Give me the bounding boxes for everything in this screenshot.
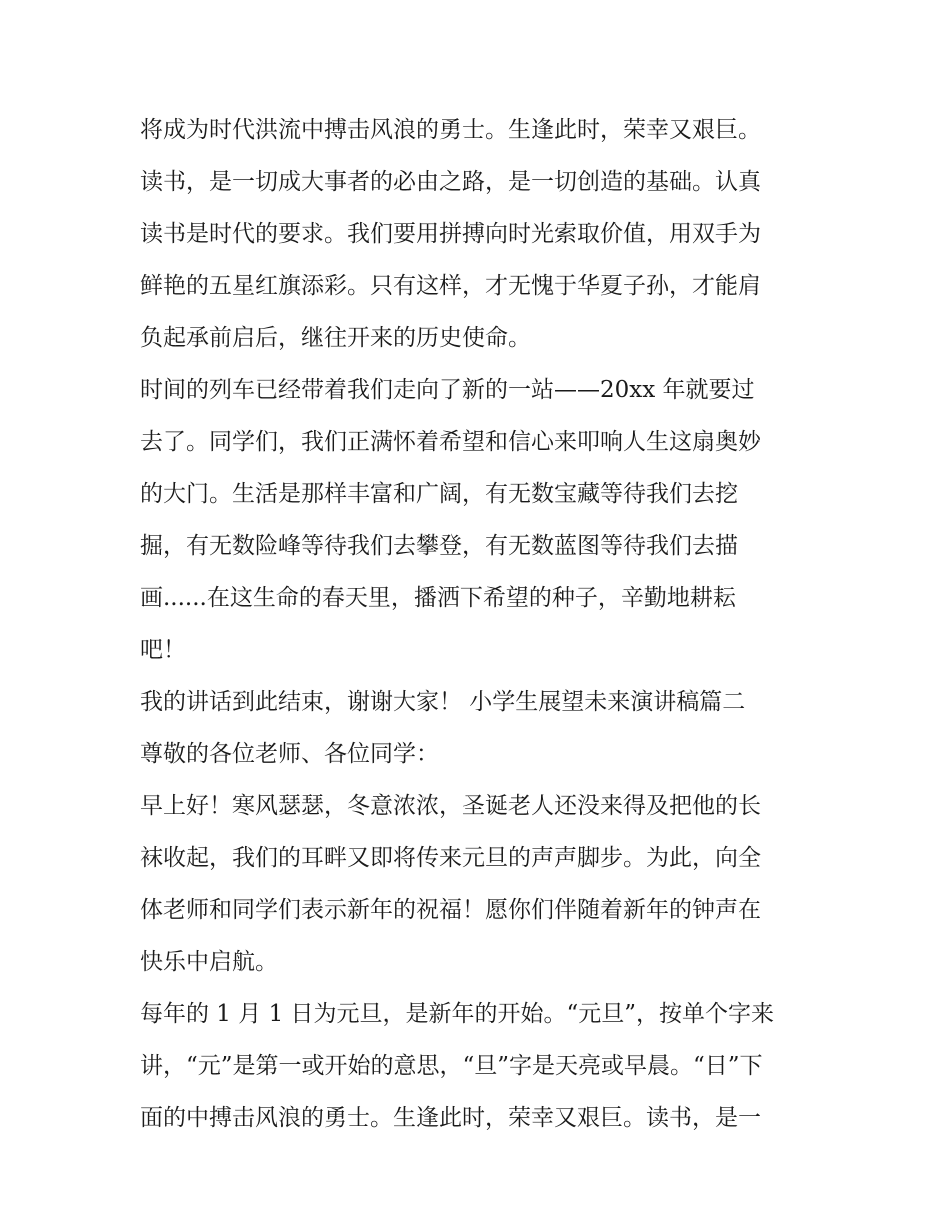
text-line: 每年的 1 月 1 日为元旦，是新年的开始。“元旦”，按单个字来 [140, 1001, 775, 1027]
text-line: 尊敬的各位老师、各位同学： [140, 741, 439, 767]
text-line: 去了。同学们，我们正满怀着希望和信心来叩响人生这扇奥妙 [140, 429, 761, 455]
text-line: 吧！ [140, 637, 186, 663]
text-line: 体老师和同学们表示新年的祝福！愿你们伴随着新年的钟声在 [140, 897, 761, 923]
text-line: 的大门。生活是那样丰富和广阔，有无数宝藏等待我们去挖 [140, 481, 738, 507]
text-line: 读书，是一切成大事者的必由之路，是一切创造的基础。认真 [140, 169, 761, 195]
text-line: 面的中搏击风浪的勇士。生逢此时，荣幸又艰巨。读书，是一 [140, 1105, 761, 1131]
text-line: 负起承前启后，继往开来的历史使命。 [140, 325, 531, 351]
text-line: 时间的列车已经带着我们走向了新的一站——20xx 年就要过 [140, 377, 755, 403]
document-body [140, 104, 820, 1144]
text-line: 快乐中启航。 [140, 949, 278, 975]
text-line: 将成为时代洪流中搏击风浪的勇士。生逢此时，荣幸又艰巨。 [140, 117, 761, 143]
text-line: 早上好！寒风瑟瑟，冬意浓浓，圣诞老人还没来得及把他的长 [140, 793, 761, 819]
text-line: 袜收起，我们的耳畔又即将传来元旦的声声脚步。为此，向全 [140, 845, 761, 871]
text-line: 掘，有无数险峰等待我们去攀登，有无数蓝图等待我们去描 [140, 533, 738, 559]
text-line: 讲，“元”是第一或开始的意思，“旦”字是天亮或早晨。“日”下 [140, 1053, 763, 1079]
text-line: 我的讲话到此结束，谢谢大家！ 小学生展望未来演讲稿篇二 [140, 689, 746, 715]
text-line: 鲜艳的五星红旗添彩。只有这样，才无愧于华夏子孙，才能肩 [140, 273, 761, 299]
text-line: 读书是时代的要求。我们要用拼搏向时光索取价值，用双手为 [140, 221, 761, 247]
text-line: 画......在这生命的春天里，播洒下希望的种子，辛勤地耕耘 [140, 585, 736, 611]
